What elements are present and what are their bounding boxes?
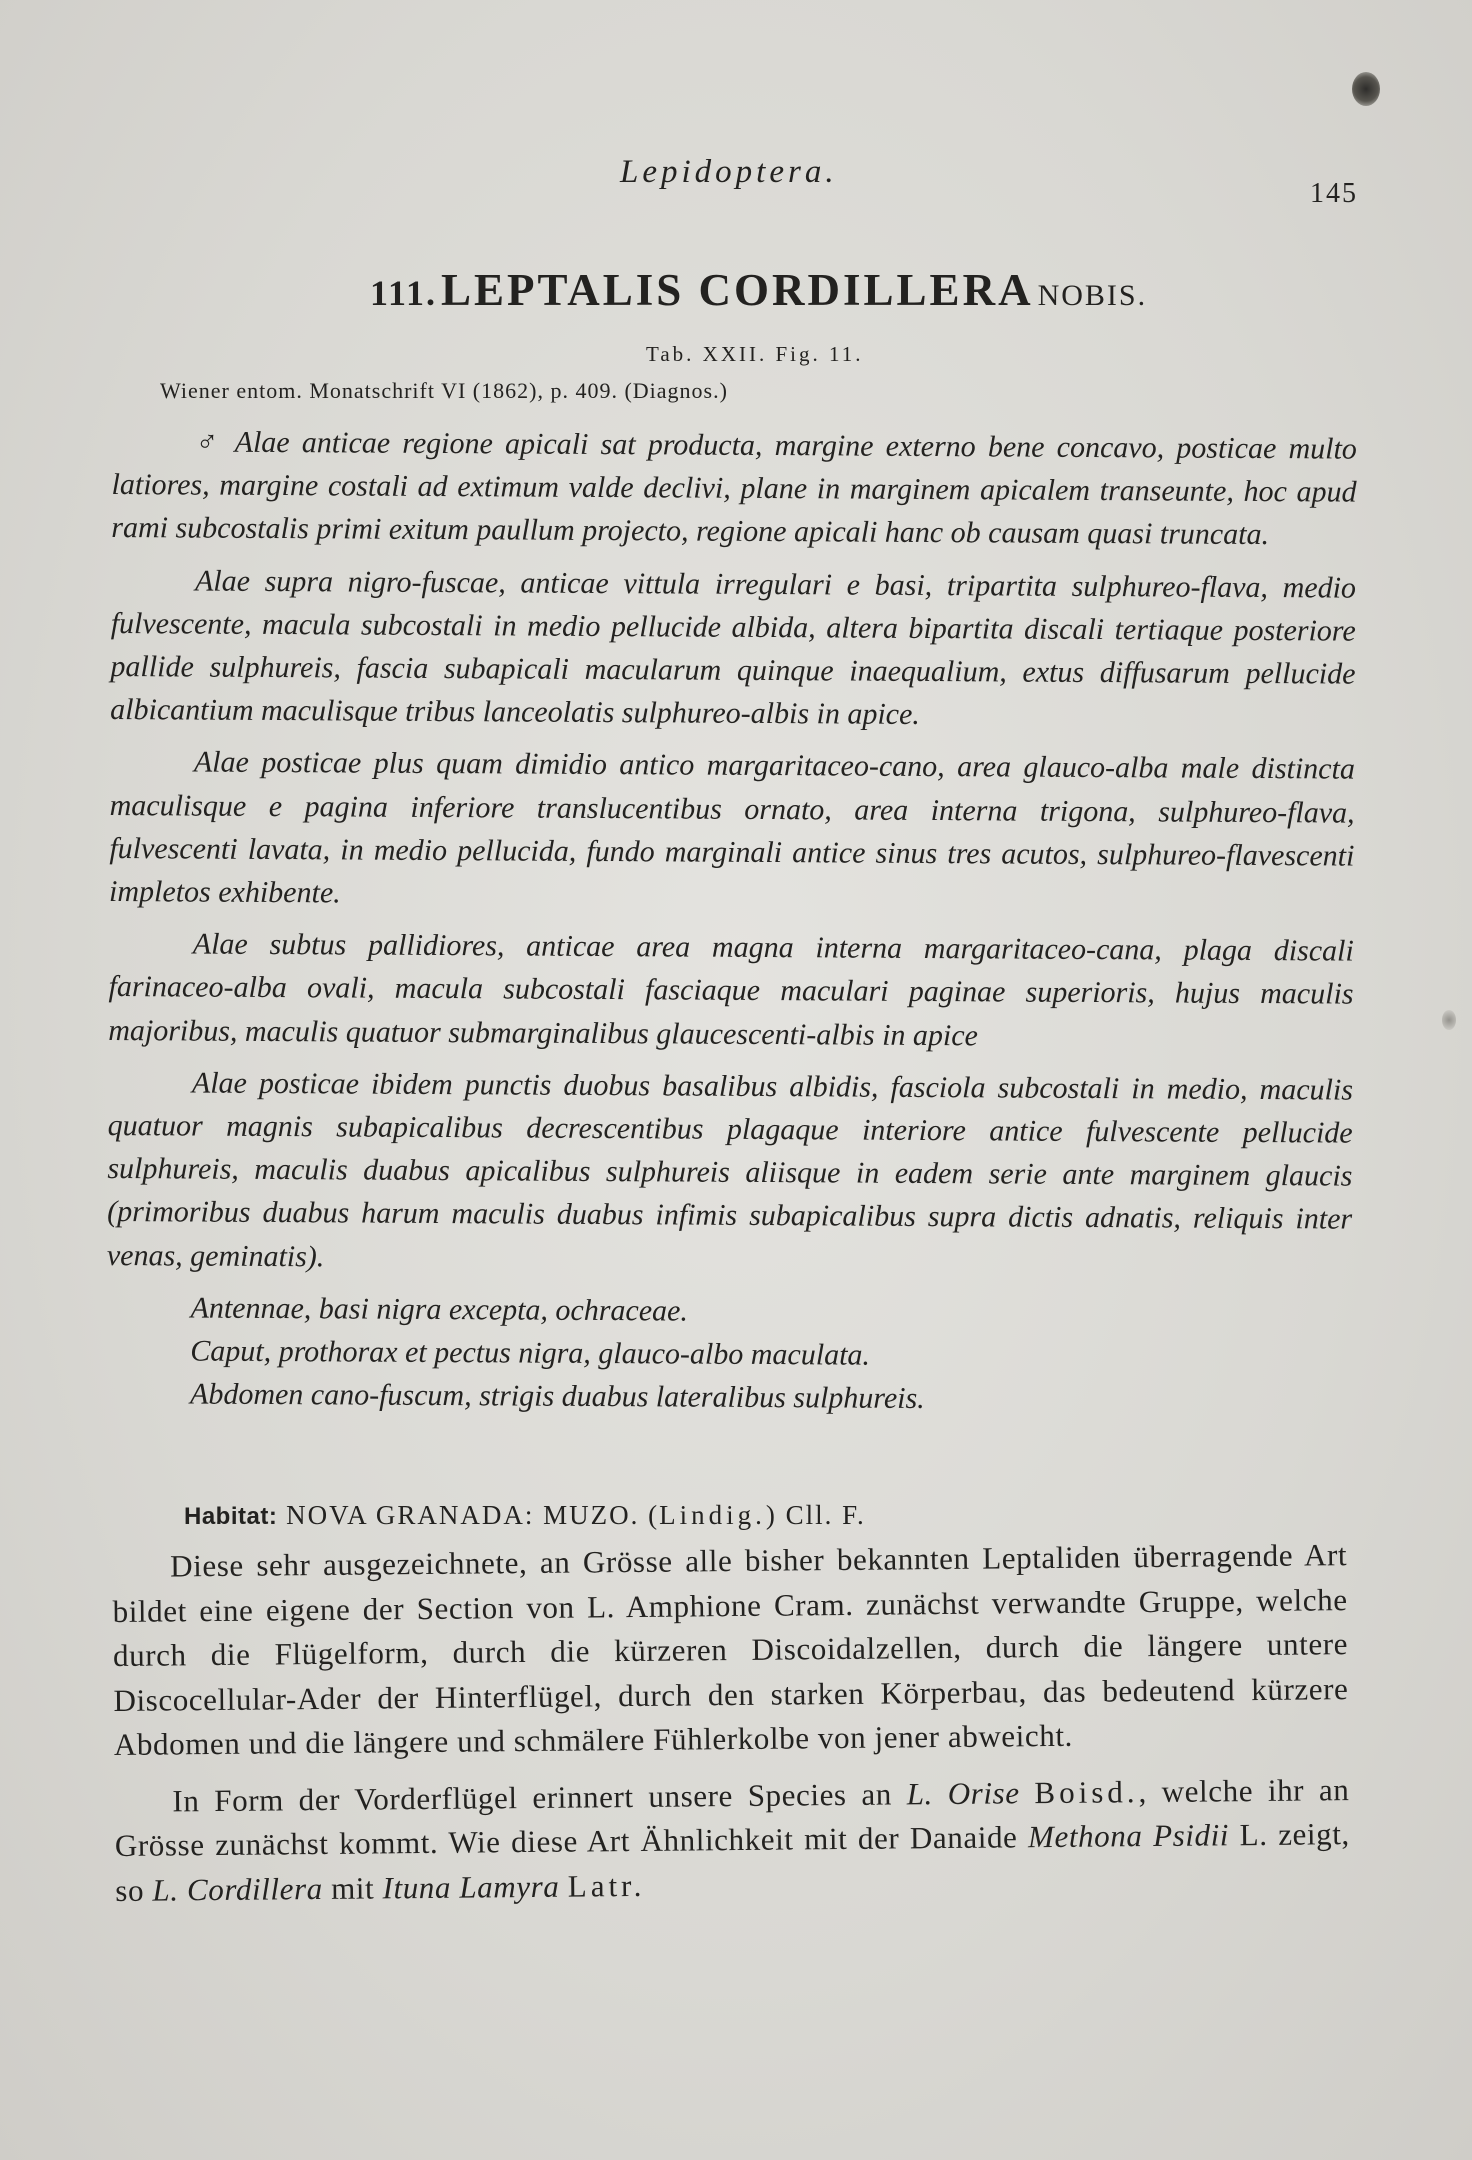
- species-number: 111.: [370, 273, 438, 313]
- ink-speck: [1352, 72, 1380, 106]
- latin-paragraph: Abdomen cano-fuscum, strigis duabus lateralibus sulphureis.: [189, 1377, 925, 1416]
- habitat-locality: NOVA GRANADA: MUZO.: [286, 1500, 640, 1530]
- paper-mark: [1442, 1010, 1456, 1030]
- latin-paragraph: Alae subtus pallidiores, anticae area magna interna margaritaceo-cana, plaga discali farinaceo-alba ovali, macula subcostali fasciaque maculari paginae superioris, hujus maculis majoribus, maculis quatuor submarginalibus glaucescenti-albis in apice: [108, 927, 1354, 1052]
- text-run: mit: [330, 1869, 375, 1906]
- plate-reference: Tab. XXII. Fig. 11.: [646, 342, 864, 366]
- species-ref: L. Cordillera: [152, 1870, 323, 1908]
- species-name: LEPTALIS CORDILLERA: [441, 265, 1034, 315]
- text-run: L. zeigt, so: [115, 1816, 1350, 1908]
- species-title: [370, 264, 1147, 316]
- text-run: In Form der Vorderflügel erinnert unsere Species an: [172, 1776, 893, 1818]
- german-commentary: [112, 1533, 1351, 1925]
- author-ref: Boisd.: [1034, 1773, 1139, 1810]
- latin-description: [106, 420, 1357, 1423]
- habitat-line: [184, 1500, 866, 1531]
- species-author: NOBIS.: [1037, 279, 1148, 312]
- latin-paragraph: Caput, prothorax et pectus nigra, glauco-albo maculata.: [190, 1334, 871, 1372]
- species-ref: Methona Psidii: [1027, 1817, 1230, 1855]
- german-paragraph: Diese sehr ausgezeichnete, an Grösse alle bisher bekannten Leptaliden überragende Art bildet eine eigene der Section von L. Amphione Cram. zunächst verwandte Gruppe, welche durch die Flügelform, durch die kürzeren Discoidalzellen, durch die längere untere Discocellular-Ader der Hinterflügel, durch den starken Körperbau, das bedeutend kürzere Abdomen und die längere und schmälere Fühlerkolbe von jener abweicht.: [112, 1537, 1349, 1762]
- species-ref: L. Orise: [906, 1774, 1020, 1811]
- latin-paragraph: Antennae, basi nigra excepta, ochraceae.: [190, 1291, 689, 1328]
- running-head: Lepidoptera.: [620, 154, 838, 190]
- habitat-label: Habitat:: [184, 1503, 278, 1530]
- collection-ref: Cll. F.: [785, 1500, 866, 1530]
- german-paragraph: [114, 1768, 1350, 1913]
- paren-open: (: [648, 1500, 660, 1530]
- author-ref: Latr.: [567, 1867, 646, 1904]
- latin-paragraph: Alae posticae ibidem punctis duobus basalibus albidis, fasciola subcostali in medio, maculis quatuor magnis subapicalibus decrescentibus plagaque interiore antice fulvescente pellucide sulphureis, maculis duabus apicalibus sulphureis aliisque in eadem serie ante marginem glaucis (primoribus duabus harum maculis duabus infimis subapicalibus supra dictis adnatis, reliquis inter venas, geminatis).: [106, 1066, 1354, 1273]
- species-ref: Ituna Lamyra: [382, 1868, 560, 1905]
- citation: Wiener entom. Monatschrift VI (1862), p. 409. (Diagnos.): [160, 378, 728, 403]
- latin-paragraph: ♂ Alae anticae regione apicali sat producta, margine externo bene concavo, posticae multo latiores, margine costali ad extimum valde declivi, plane in marginem apicalem transeunte, hoc apud rami subcostalis primi exitum paullum projecto, regione apicali hanc ob causam quasi truncata.: [111, 425, 1357, 552]
- paren-close: ): [765, 1500, 777, 1530]
- collector-name: Lindig.: [659, 1500, 766, 1530]
- latin-paragraph: Alae posticae plus quam dimidio antico margaritaceo-cano, area glauco-alba male distincta maculisque e pagina inferiore translucentibus ornato, area interna trigona, sulphureo-flava, fulvescenti lavata, in medio pellucida, fundo marginali antice sinus tres acutos, sulphureo-flavescenti impletos exhibente.: [109, 745, 1355, 910]
- page-number: 145: [1310, 178, 1358, 209]
- text-run: , welche ihr an Grösse zunächst kommt. Wie diese Art Ähnlichkeit mit der Danaide: [114, 1771, 1350, 1863]
- latin-paragraph: Alae supra nigro-fuscae, anticae vittula irregulari e basi, tripartita sulphureo-flava, medio fulvescente, macula subcostali in medio pellucide albida, altera bipartita discali tertiaque posteriore pallide sulphureis, fascia subapicali macularum quinque inaequalium, extus diffusarum pellucide albicantium maculisque tribus lanceolatis sulphureo-albis in apice.: [110, 564, 1357, 732]
